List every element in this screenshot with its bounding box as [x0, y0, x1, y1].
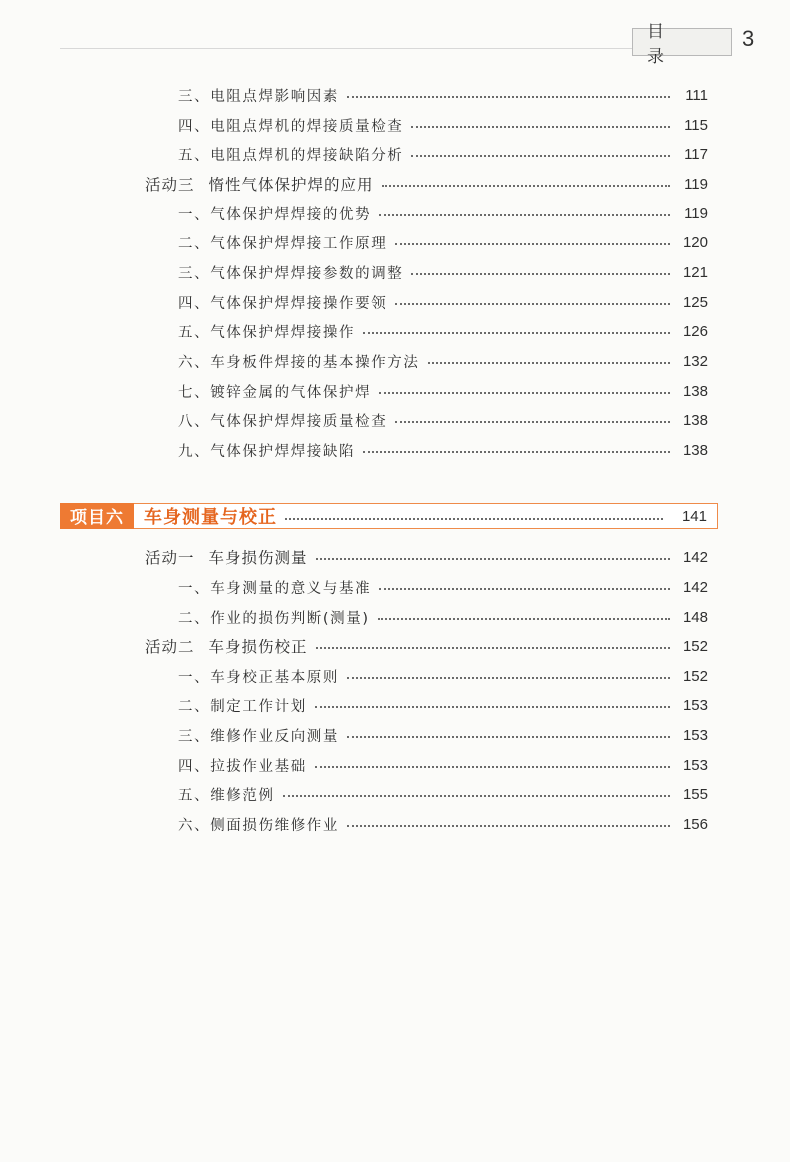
toc-entry[interactable] [178, 605, 708, 629]
toc-entry-page: 126 [682, 322, 708, 340]
toc-entry-page: 156 [682, 815, 708, 833]
project-title: 车身测量与校正 [144, 507, 277, 528]
leader-dots [378, 618, 670, 620]
toc-entry-page: 152 [682, 637, 708, 655]
toc-entry-title: 六、车身板件焊接的基本操作方法 [178, 354, 420, 371]
toc-entry[interactable] [178, 575, 708, 599]
header-rule [60, 48, 730, 49]
toc-entry-title: 四、气体保护焊焊接操作要领 [178, 295, 388, 312]
toc-entry-title: 八、气体保护焊焊接质量检查 [178, 413, 388, 430]
toc-entry-title: 二、作业的损伤判断(测量) [178, 610, 370, 627]
leader-dots [379, 214, 670, 216]
toc-entry-page: 142 [682, 548, 708, 566]
leader-dots [347, 825, 670, 827]
leader-dots [395, 303, 670, 305]
toc-entry-page: 138 [682, 382, 708, 400]
leader-dots [379, 392, 670, 394]
leader-dots [428, 362, 671, 364]
toc-entry-page: 132 [682, 352, 708, 370]
toc-entry[interactable] [178, 379, 708, 403]
toc-activity-entry[interactable] [145, 634, 708, 658]
toc-entry-title: 一、车身校正基本原则 [178, 669, 339, 686]
activity-number: 活动二 [145, 638, 195, 656]
toc-entry[interactable] [178, 83, 708, 107]
page-number: 3 [742, 26, 755, 51]
toc-entry-page: 121 [682, 263, 708, 281]
toc-entry[interactable] [178, 230, 708, 254]
leader-dots [411, 273, 670, 275]
toc-entry-page: 138 [682, 411, 708, 429]
leader-dots [316, 647, 670, 649]
leader-dots [363, 332, 670, 334]
toc-entry-title: 四、拉拔作业基础 [178, 758, 307, 775]
activity-number: 活动三 [145, 176, 195, 194]
toc-entry[interactable] [178, 438, 708, 462]
toc-entry-title [145, 635, 308, 657]
toc-entry[interactable] [178, 693, 708, 717]
toc-entry-page: 120 [682, 233, 708, 251]
toc-entry-title [145, 546, 308, 568]
toc-entry-page: 119 [684, 175, 708, 193]
toc-entry[interactable] [178, 260, 708, 284]
toc-entry-page: 153 [682, 756, 708, 774]
leader-dots [316, 558, 670, 560]
toc-entry-title [145, 173, 374, 195]
leader-dots [283, 795, 670, 797]
toc-entry[interactable] [178, 142, 708, 166]
toc-entry-page: 142 [682, 578, 708, 596]
toc-entry-page: 138 [682, 441, 708, 459]
toc-entry-title: 三、电阻点焊影响因素 [178, 88, 339, 105]
leader-dots [382, 185, 670, 187]
toc-entry-title: 四、电阻点焊机的焊接质量检查 [178, 118, 404, 135]
leader-dots [315, 766, 670, 768]
page-header [0, 0, 790, 67]
toc-entry[interactable] [178, 408, 708, 432]
leader-dots [347, 677, 670, 679]
toc-entry-title: 三、气体保护焊焊接参数的调整 [178, 265, 404, 282]
toc-entry[interactable] [178, 290, 708, 314]
toc-entry[interactable] [178, 723, 708, 747]
activity-title: 车身损伤测量 [208, 549, 308, 567]
activity-title: 车身损伤校正 [208, 638, 308, 656]
toc-entry[interactable] [178, 812, 708, 836]
toc-entry-page: 155 [682, 785, 708, 803]
toc-entry-title: 五、气体保护焊焊接操作 [178, 324, 356, 341]
toc-entry[interactable] [178, 349, 708, 373]
section-label: 目 录 [632, 28, 732, 56]
toc-entry[interactable] [178, 753, 708, 777]
toc-entry-page: 125 [682, 293, 708, 311]
leader-dots [395, 421, 670, 423]
toc-entry-title: 五、维修范例 [178, 787, 275, 804]
toc-entry-page: 111 [685, 86, 708, 104]
toc-entry[interactable] [178, 782, 708, 806]
toc-entry-title: 一、气体保护焊焊接的优势 [178, 206, 372, 223]
toc-entry-title: 三、维修作业反向测量 [178, 728, 339, 745]
activity-title: 惰性气体保护焊的应用 [208, 176, 374, 194]
leader-dots [395, 243, 670, 245]
leader-dots [285, 518, 663, 520]
toc-entry-page: 148 [682, 608, 708, 626]
toc-entry-page: 152 [682, 667, 708, 685]
toc-entry-page: 153 [682, 696, 708, 714]
leader-dots [363, 451, 670, 453]
project-heading[interactable] [60, 503, 718, 529]
project-page: 141 [681, 507, 707, 525]
toc-entry-page: 119 [684, 204, 708, 222]
toc-entry-title: 六、侧面损伤维修作业 [178, 817, 339, 834]
toc-activity-entry[interactable] [145, 172, 708, 196]
leader-dots [411, 155, 670, 157]
toc-entry[interactable] [178, 201, 708, 225]
project-tag: 项目六 [60, 503, 134, 529]
toc-entry-title: 一、车身测量的意义与基准 [178, 580, 372, 597]
leader-dots [347, 736, 670, 738]
leader-dots [315, 706, 670, 708]
leader-dots [379, 588, 670, 590]
toc-entry[interactable] [178, 319, 708, 343]
toc-entry[interactable] [178, 113, 708, 137]
toc-entry-title: 二、气体保护焊焊接工作原理 [178, 235, 388, 252]
activity-number: 活动一 [145, 549, 195, 567]
leader-dots [411, 126, 670, 128]
toc-entry-page: 153 [682, 726, 708, 744]
toc-entry-title: 五、电阻点焊机的焊接缺陷分析 [178, 147, 404, 164]
toc-entry[interactable] [178, 664, 708, 688]
toc-entry-title: 七、镀锌金属的气体保护焊 [178, 384, 372, 401]
toc-entry-title: 二、制定工作计划 [178, 698, 307, 715]
toc-entry-page: 117 [684, 145, 708, 163]
toc-activity-entry[interactable] [145, 545, 708, 569]
toc-entry-page: 115 [684, 116, 708, 134]
leader-dots [347, 96, 670, 98]
toc-entry-title: 九、气体保护焊焊接缺陷 [178, 443, 356, 460]
